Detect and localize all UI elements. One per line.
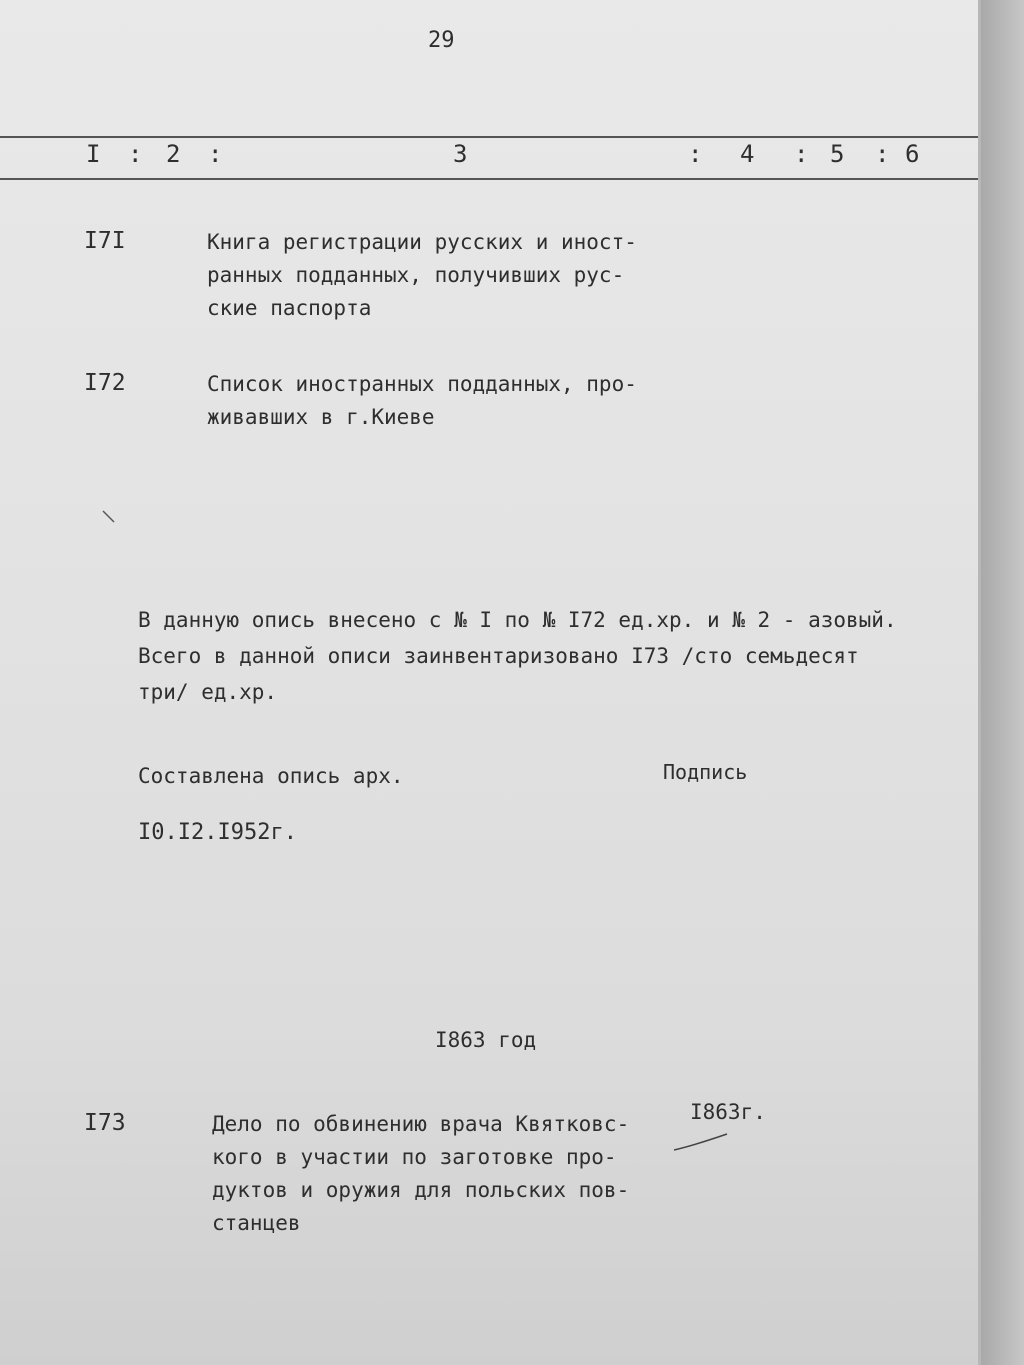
entry-date: I863г. [690,1100,766,1124]
page-number: 29 [428,28,455,53]
entry-number: I72 [84,370,126,396]
header-rule-top [0,136,978,138]
compile-date: I0.I2.I952г. [138,820,297,845]
header-rule-bottom [0,178,978,180]
column-3-label: 3 [453,140,468,168]
pen-stroke-mark [672,1128,732,1158]
year-heading: I863 год [435,1028,537,1052]
column-5-label: 5 [830,140,845,168]
column-1-label: I [86,140,101,168]
column-separator: : [208,140,223,168]
entry-number: I73 [84,1110,126,1136]
summary-paragraph: В данную опись внесено с № I по № I72 ед.хр. и № 2 - азовый. Всего в данной описи заинвентаризовано I73 /сто семьдесят три/ ед.хр. [138,608,897,704]
column-6-label: 6 [905,140,920,168]
column-4-label: 4 [740,140,755,168]
entry-number: I7I [84,228,126,254]
entry-description: Список иностранных подданных, про- живавших в г.Киеве [207,372,637,429]
column-separator: : [875,140,890,168]
compiled-by-line: Составлена опись арх. [138,764,404,788]
signature-label: Подпись [663,760,748,784]
column-separator: : [794,140,809,168]
column-separator: : [688,140,703,168]
pen-tick-mark [100,508,120,528]
column-separator: : [128,140,143,168]
entry-description: Дело по обвинению врача Квятковс- кого в участии по заготовке про- дуктов и оружия для польских пов- станцев [212,1112,630,1235]
entry-description: Книга регистрации русских и иност- ранных подданных, получивших рус- ские паспорта [207,230,637,320]
underlying-sheet [981,0,1024,1365]
column-2-label: 2 [166,140,181,168]
